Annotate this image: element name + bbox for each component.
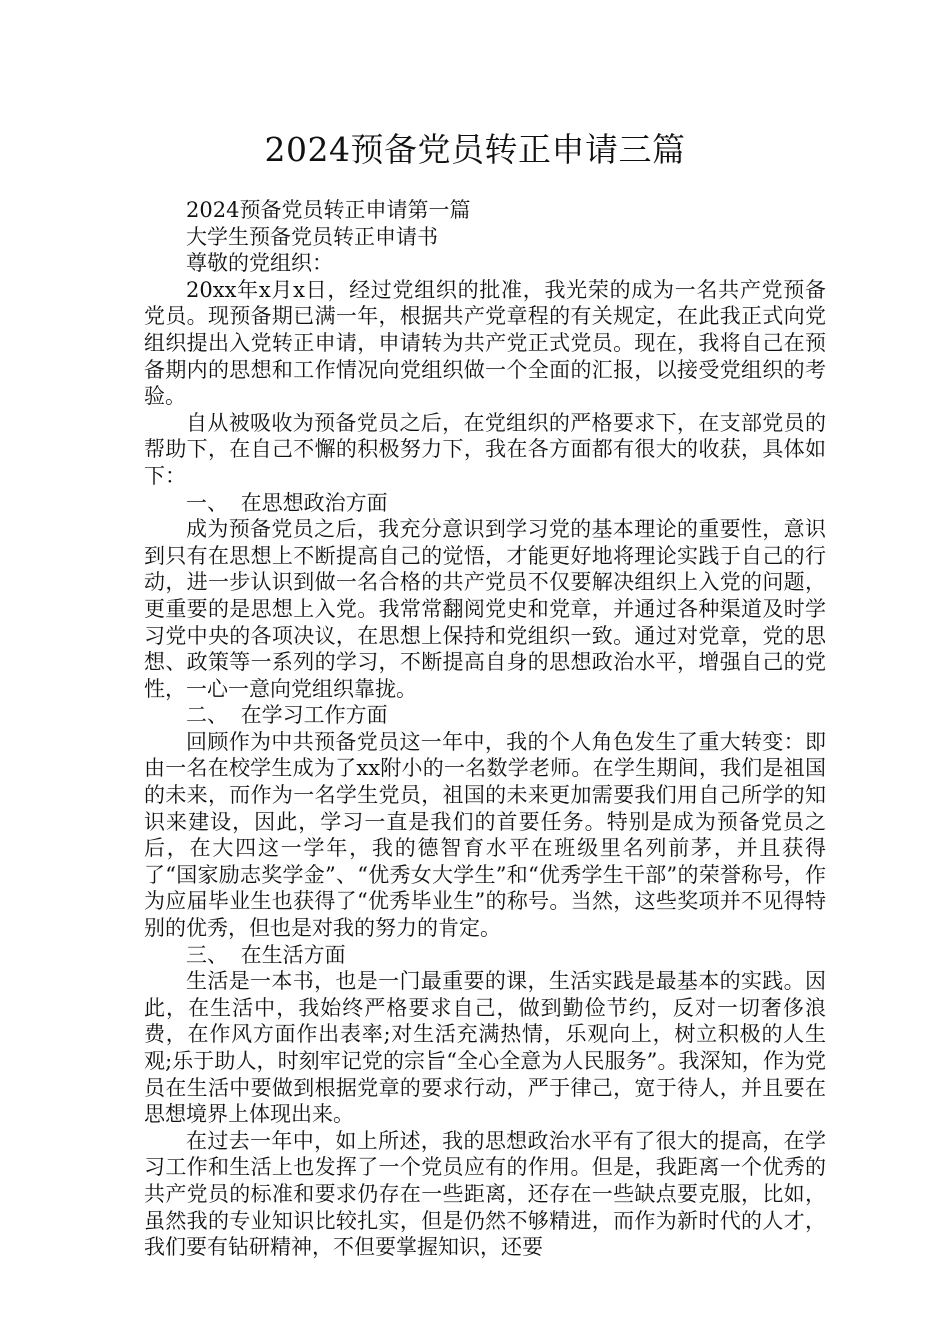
paragraph-intro: 20xx年x月x日，经过党组织的批准，我光荣的成为一名共产党预备党员。现预备期已满一年，根据共产党章程的有关规定，在此我正式向党组织提出入党转正申请，申请转为共产党正式党员。现在，我将自己在预备期内的思想和工作情况向党组织做一个全面的汇报，以接受党组织的考验。 bbox=[144, 277, 826, 409]
salutation: 尊敬的党组织： bbox=[186, 251, 333, 276]
heading-life bbox=[144, 942, 826, 969]
section-subtitle: 2024预备党员转正申请第一篇 bbox=[186, 198, 471, 222]
paragraph-reflection: 在过去一年中，如上所述，我的思想政治水平有了很大的提高，在学习工作和生活上也发挥了一个党员应有的作用。但是，我距离一个优秀的共产党员的标准和要求仍存在一些距离，还存在一些缺点要克服，比如，虽然我的专业知识比较扎实，但是仍然不够精进，而作为新时代的人才，我们要有钻研精神，不但要掌握知识，还要 bbox=[144, 1128, 826, 1260]
letter-title: 大学生预备党员转正申请书 bbox=[186, 224, 438, 249]
heading-study-work bbox=[144, 702, 826, 729]
document-body bbox=[144, 197, 826, 1261]
heading-text: 在生活方面 bbox=[240, 942, 346, 967]
heading-text: 在思想政治方面 bbox=[240, 490, 388, 515]
paragraph-study-work: 回顾作为中共预备党员这一年中，我的个人角色发生了重大转变：即由一名在校学生成为了xx附小的一名数学老师。在学生期间，我们是祖国的未来，而作为一名学生党员，祖国的未来更加需要我们用自己所学的知识来建设，因此，学习一直是我们的首要任务。特别是成为预备党员之后，在大四这一学年，我的德智育水平在班级里名列前茅，并且获得了“国家励志奖学金”、“优秀女大学生”和“优秀学生干部”的荣誉称号，作为应届毕业生也获得了“优秀毕业生”的称号。当然，这些奖项并不见得特别的优秀，但也是对我的努力的肯定。 bbox=[144, 729, 826, 941]
heading-number: 二、 bbox=[186, 703, 228, 728]
paragraph-life: 生活是一本书，也是一门最重要的课，生活实践是最基本的实践。因此，在生活中，我始终严格要求自己，做到勤俭节约，反对一切奢侈浪费，在作风方面作出表率;对生活充满热情，乐观向上，树立积极的人生观;乐于助人，时刻牢记党的宗旨“全心全意为人民服务”。我深知，作为党员在生活中要做到根据党章的要求行动，严于律己，宽于待人，并且要在思想境界上体现出来。 bbox=[144, 969, 826, 1127]
paragraph-ideology: 成为预备党员之后，我充分意识到学习党的基本理论的重要性，意识到只有在思想上不断提高自己的觉悟，才能更好地将理论实践于自己的行动，进一步认识到做一名合格的共产党员不仅要解决组织上入党的问题，更重要的是思想上入党。我常常翻阅党史和党章，并通过各种渠道及时学习党中央的各项决议，在思想上保持和党组织一致。通过对党章，党的思想、政策等一系列的学习，不断提高自身的思想政治水平，增强自己的党性，一心一意向党组织靠拢。 bbox=[144, 517, 826, 701]
heading-number: 一、 bbox=[186, 490, 228, 515]
paragraph-summary: 自从被吸收为预备党员之后，在党组织的严格要求下，在支部党员的帮助下，在自己不懈的积极努力下，我在各方面都有很大的收获，具体如下： bbox=[144, 410, 826, 488]
heading-text: 在学习工作方面 bbox=[240, 703, 388, 728]
heading-ideology bbox=[144, 490, 826, 517]
document-title: 2024预备党员转正申请三篇 bbox=[264, 130, 686, 169]
heading-number: 三、 bbox=[186, 942, 228, 967]
